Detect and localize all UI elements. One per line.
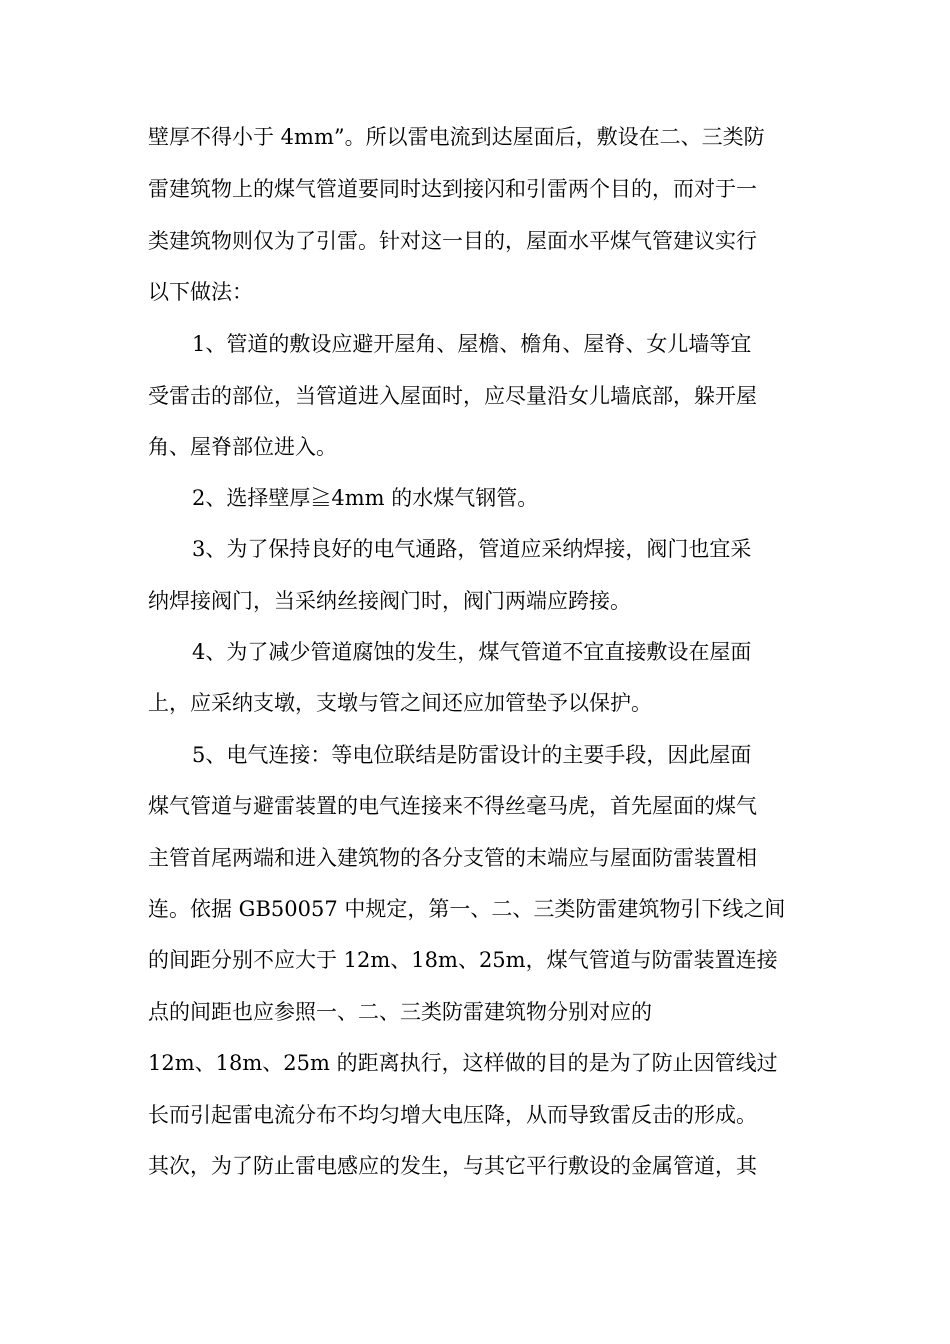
text-line: 壁厚不得小于 4mm”。所以雷电流到达屋面后，敷设在二、三类防 <box>148 125 765 149</box>
text-line: 其次，为了防止雷电感应的发生，与其它平行敷设的金属管道，其 <box>148 1154 757 1178</box>
text-line: 点的间距也应参照一、二、三类防雷建筑物分别对应的 <box>148 1000 652 1024</box>
numbered-item-5: 5、电气连接：等电位联结是防雷设计的主要手段，因此屋面 <box>192 743 752 767</box>
text-line: 煤气管道与避雷装置的电气连接来不得丝毫马虎，首先屋面的煤气 <box>148 794 757 818</box>
text-line: 长而引起雷电流分布不均匀增大电压降，从而导致雷反击的形成。 <box>148 1103 757 1127</box>
text-line: 类建筑物则仅为了引雷。针对这一目的，屋面水平煤气管建议实行 <box>148 229 757 253</box>
numbered-item-2: 2、选择壁厚≧4mm 的水煤气钢管。 <box>192 486 539 510</box>
text-line: 以下做法： <box>148 280 253 304</box>
text-line: 连。依据 GB50057 中规定，第一、二、三类防雷建筑物引下线之间 <box>148 897 786 921</box>
text-line: 纳焊接阀门，当采纳丝接阀门时，阀门两端应跨接。 <box>148 589 631 613</box>
text-line: 12m、18m、25m 的距离执行，这样做的目的是为了防止因管线过 <box>148 1051 778 1075</box>
numbered-item-1: 1、管道的敷设应避开屋角、屋檐、檐角、屋脊、女儿墙等宜 <box>192 332 752 356</box>
numbered-item-3: 3、为了保持良好的电气通路，管道应采纳焊接，阀门也宜采 <box>192 537 752 561</box>
numbered-item-4: 4、为了减少管道腐蚀的发生，煤气管道不宜直接敷设在屋面 <box>192 640 752 664</box>
text-line: 受雷击的部位，当管道进入屋面时，应尽量沿女儿墙底部，躲开屋 <box>148 384 757 408</box>
text-line: 上，应采纳支墩，支墩与管之间还应加管垫予以保护。 <box>148 691 652 715</box>
text-line: 角、屋脊部位进入。 <box>148 435 337 459</box>
text-line: 雷建筑物上的煤气管道要同时达到接闪和引雷两个目的，而对于一 <box>148 177 757 201</box>
text-line: 的间距分别不应大于 12m、18m、25m，煤气管道与防雷装置连接 <box>148 948 778 972</box>
text-line: 主管首尾两端和进入建筑物的各分支管的末端应与屋面防雷装置相 <box>148 846 757 870</box>
